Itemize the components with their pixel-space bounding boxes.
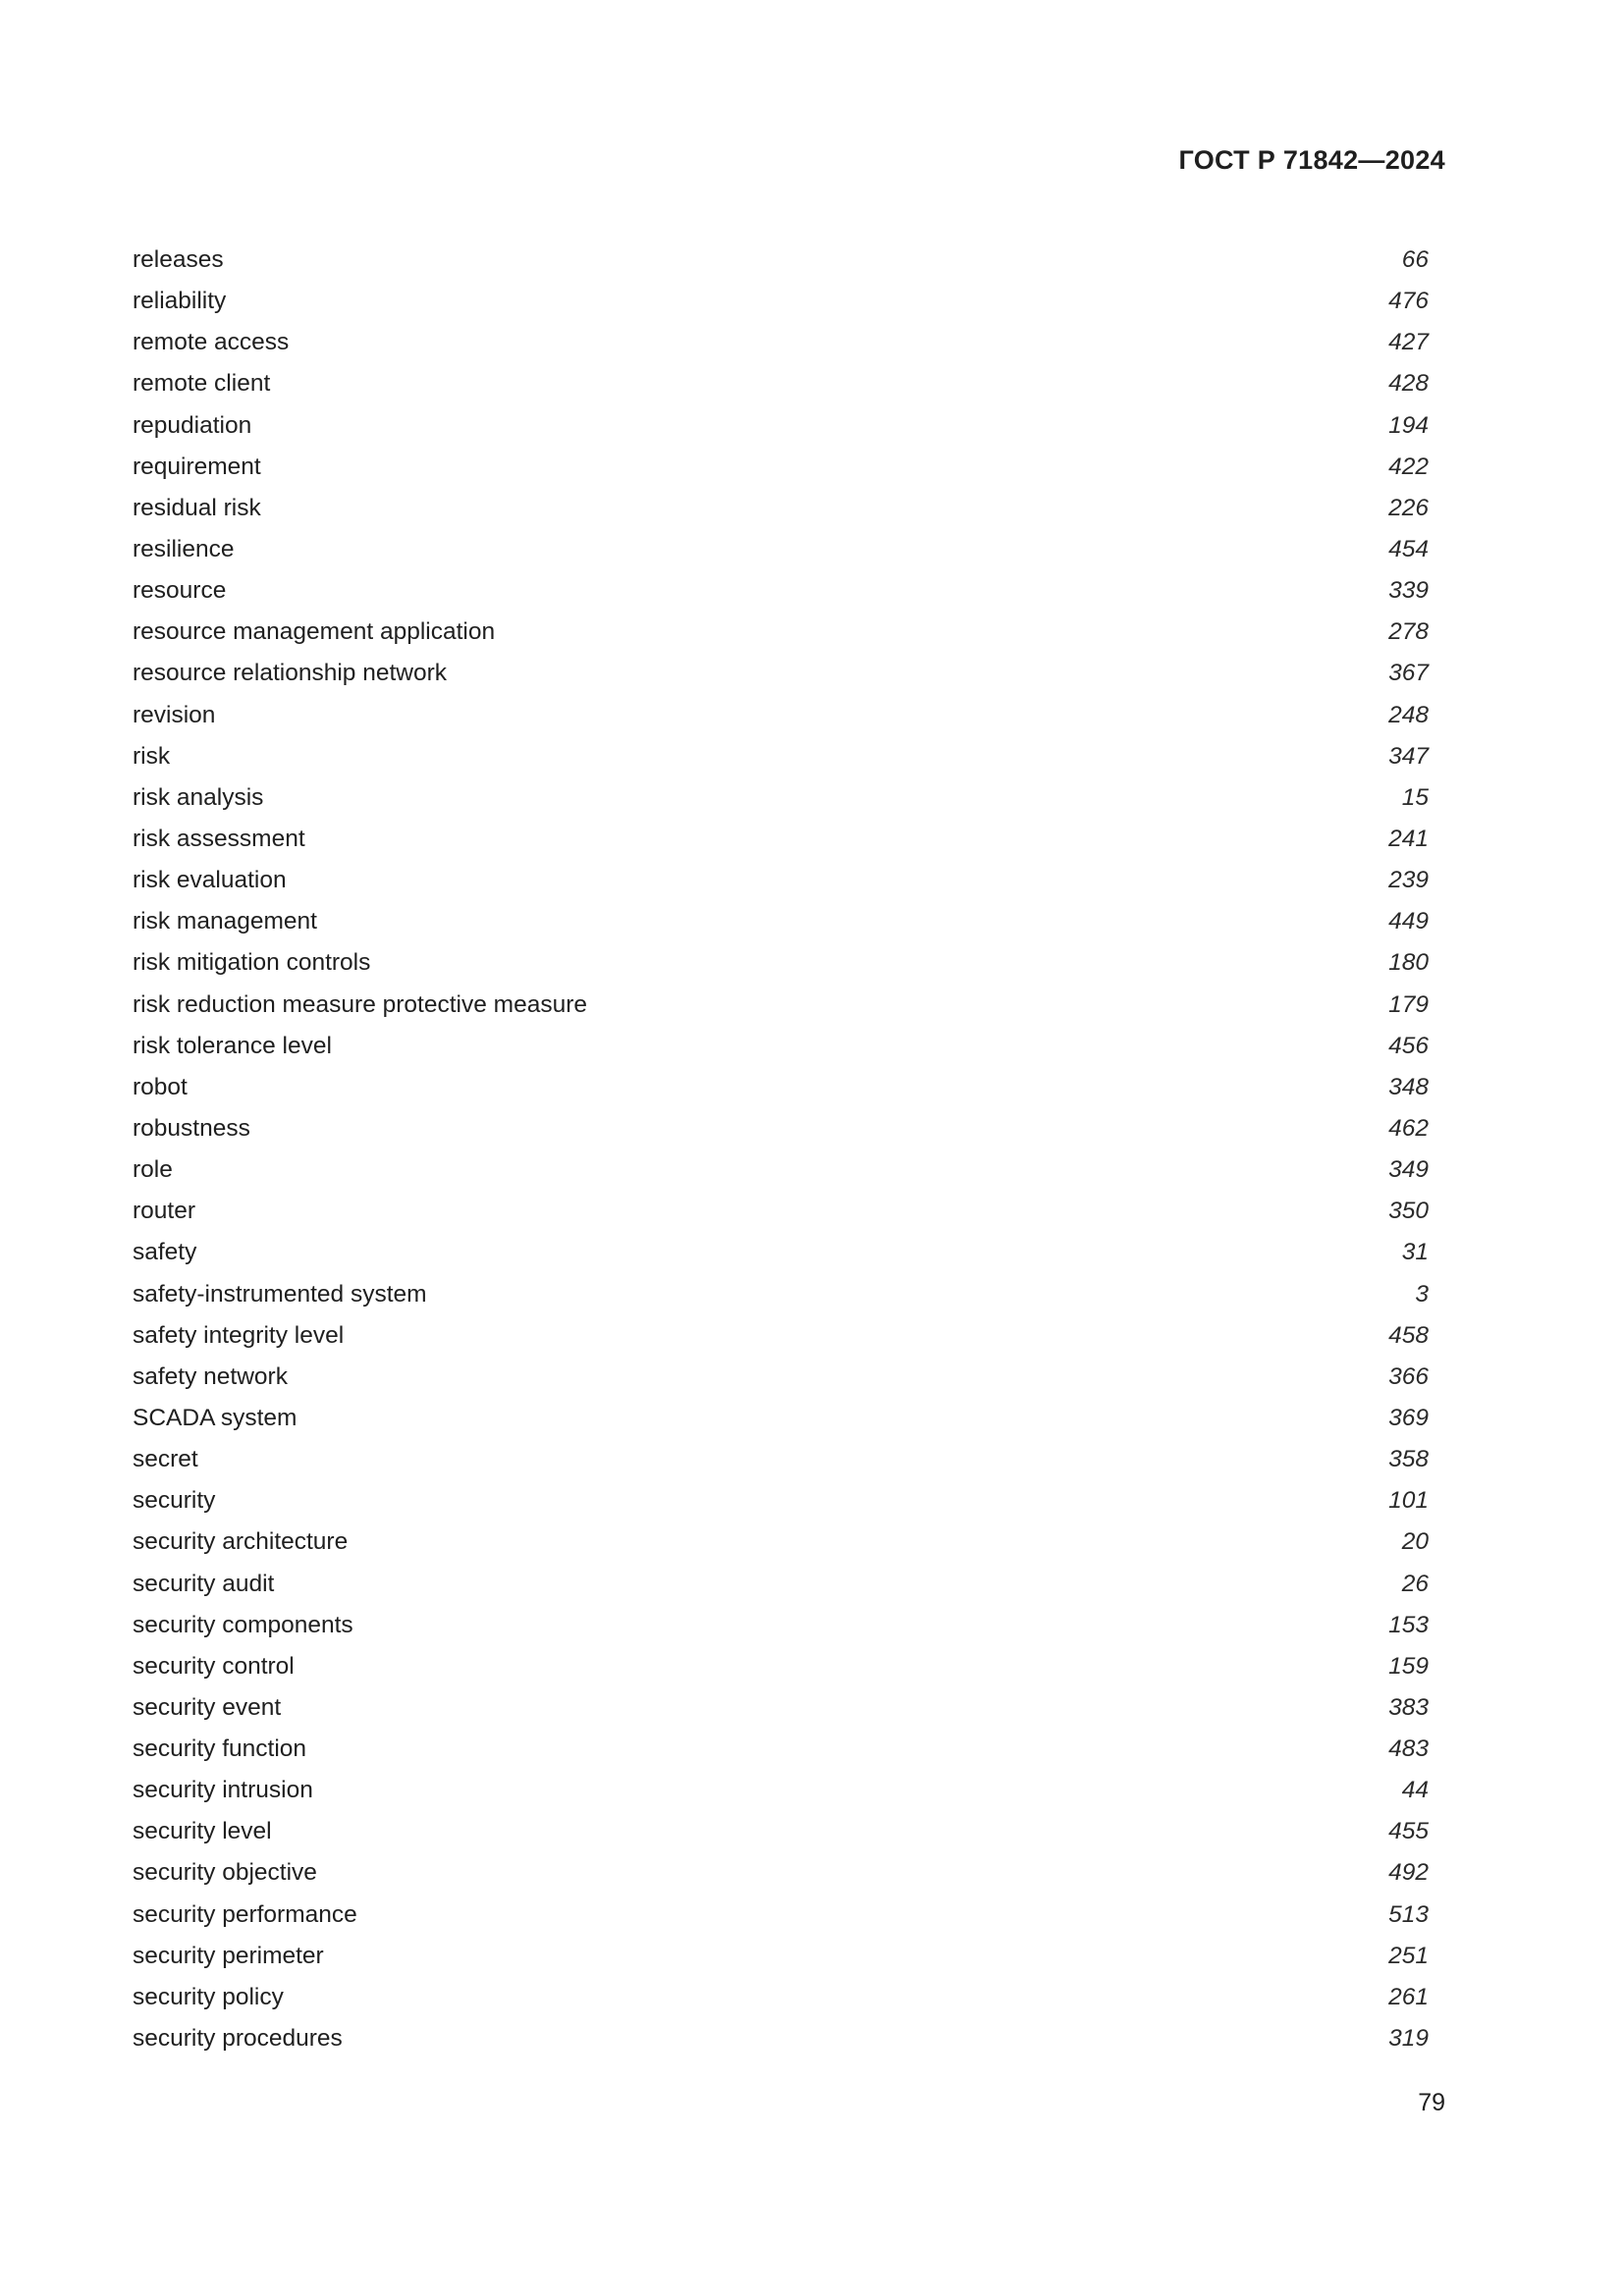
index-term: safety integrity level bbox=[133, 1321, 345, 1349]
index-term-number: 248 bbox=[1388, 701, 1429, 728]
index-term: security intrusion bbox=[133, 1777, 313, 1804]
index-entry bbox=[133, 281, 1429, 322]
index-term-number: 456 bbox=[1388, 1032, 1429, 1059]
index-term: risk assessment bbox=[133, 825, 305, 852]
index-entry bbox=[133, 1439, 1429, 1480]
index-entry bbox=[133, 1232, 1429, 1273]
index-term: security event bbox=[133, 1693, 282, 1721]
index-entry bbox=[133, 363, 1429, 404]
index-term-number: 476 bbox=[1388, 288, 1429, 315]
index-term-number: 349 bbox=[1388, 1156, 1429, 1184]
alphabetical-term-index bbox=[133, 240, 1429, 2059]
index-entry bbox=[133, 1357, 1429, 1398]
index-term: role bbox=[133, 1156, 173, 1184]
index-entry bbox=[133, 1026, 1429, 1067]
index-term: risk tolerance level bbox=[133, 1032, 332, 1059]
index-term: releases bbox=[133, 246, 224, 273]
index-term: repudiation bbox=[133, 411, 252, 439]
index-entry bbox=[133, 1811, 1429, 1852]
index-term: security control bbox=[133, 1652, 295, 1680]
index-term-number: 339 bbox=[1388, 577, 1429, 605]
index-entry bbox=[133, 1646, 1429, 1687]
index-term: safety bbox=[133, 1239, 197, 1266]
index-term-number: 251 bbox=[1388, 1942, 1429, 1969]
index-term-number: 458 bbox=[1388, 1321, 1429, 1349]
index-term-number: 241 bbox=[1388, 825, 1429, 852]
index-term-number: 101 bbox=[1388, 1487, 1429, 1515]
index-entry bbox=[133, 1398, 1429, 1439]
index-entry bbox=[133, 819, 1429, 860]
index-term-number: 366 bbox=[1388, 1362, 1429, 1390]
index-entry bbox=[133, 1770, 1429, 1811]
index-term: security components bbox=[133, 1611, 353, 1638]
index-term-number: 31 bbox=[1401, 1239, 1429, 1266]
index-term-number: 449 bbox=[1388, 908, 1429, 935]
index-term-number: 319 bbox=[1388, 2025, 1429, 2053]
index-entry bbox=[133, 1605, 1429, 1646]
index-term: security architecture bbox=[133, 1528, 349, 1556]
index-term-number: 454 bbox=[1388, 535, 1429, 562]
index-term: resource bbox=[133, 577, 227, 605]
index-term-number: 239 bbox=[1388, 867, 1429, 894]
index-entry bbox=[133, 901, 1429, 942]
index-term-number: 347 bbox=[1388, 742, 1429, 770]
index-term: risk mitigation controls bbox=[133, 949, 371, 977]
index-term-number: 383 bbox=[1388, 1693, 1429, 1721]
index-term: risk analysis bbox=[133, 783, 264, 811]
index-term: security level bbox=[133, 1818, 272, 1845]
index-term-number: 278 bbox=[1388, 618, 1429, 646]
index-entry bbox=[133, 1564, 1429, 1605]
index-term: security function bbox=[133, 1735, 307, 1763]
index-term: secret bbox=[133, 1446, 198, 1473]
index-entry bbox=[133, 1522, 1429, 1563]
index-term-number: 3 bbox=[1415, 1280, 1429, 1308]
index-term-number: 226 bbox=[1388, 494, 1429, 521]
index-entry bbox=[133, 1895, 1429, 1936]
index-term: safety-instrumented system bbox=[133, 1280, 427, 1308]
index-term-number: 194 bbox=[1388, 411, 1429, 439]
index-term: remote access bbox=[133, 329, 290, 356]
index-term: security policy bbox=[133, 1983, 284, 2010]
index-term: risk evaluation bbox=[133, 867, 287, 894]
index-term: safety network bbox=[133, 1362, 288, 1390]
index-term: security perimeter bbox=[133, 1942, 324, 1969]
index-term: SCADA system bbox=[133, 1404, 298, 1431]
index-entry bbox=[133, 985, 1429, 1026]
index-entry bbox=[133, 2018, 1429, 2059]
index-term-number: 492 bbox=[1388, 1859, 1429, 1887]
index-term-number: 179 bbox=[1388, 990, 1429, 1018]
index-term: resource relationship network bbox=[133, 660, 448, 687]
index-term-number: 153 bbox=[1388, 1611, 1429, 1638]
index-term-number: 261 bbox=[1388, 1983, 1429, 2010]
index-term-number: 358 bbox=[1388, 1446, 1429, 1473]
index-entry bbox=[133, 1315, 1429, 1357]
index-term: resource management application bbox=[133, 618, 496, 646]
index-entry bbox=[133, 736, 1429, 777]
index-term-number: 513 bbox=[1388, 1900, 1429, 1928]
index-entry bbox=[133, 777, 1429, 819]
index-entry bbox=[133, 1729, 1429, 1770]
index-term: security bbox=[133, 1487, 216, 1515]
index-entry bbox=[133, 570, 1429, 612]
index-entry bbox=[133, 612, 1429, 653]
index-entry bbox=[133, 240, 1429, 281]
index-term-number: 369 bbox=[1388, 1404, 1429, 1431]
index-term-number: 20 bbox=[1401, 1528, 1429, 1556]
index-term: requirement bbox=[133, 453, 261, 480]
document-standard-code: ГОСТ Р 71842—2024 bbox=[1178, 145, 1445, 175]
index-term-number: 483 bbox=[1388, 1735, 1429, 1763]
index-entry bbox=[133, 1977, 1429, 2018]
index-term: router bbox=[133, 1198, 196, 1225]
index-term: robustness bbox=[133, 1114, 250, 1142]
index-entry bbox=[133, 1852, 1429, 1894]
index-term: remote client bbox=[133, 370, 271, 398]
index-entry bbox=[133, 653, 1429, 694]
index-entry bbox=[133, 942, 1429, 984]
index-term-number: 44 bbox=[1401, 1777, 1429, 1804]
index-term: risk reduction measure protective measure bbox=[133, 990, 587, 1018]
index-entry bbox=[133, 1687, 1429, 1729]
index-entry bbox=[133, 1191, 1429, 1232]
index-term-number: 427 bbox=[1388, 329, 1429, 356]
index-entry bbox=[133, 1274, 1429, 1315]
index-entry bbox=[133, 322, 1429, 363]
index-term-number: 66 bbox=[1401, 246, 1429, 273]
index-term-number: 367 bbox=[1388, 660, 1429, 687]
index-term-number: 455 bbox=[1388, 1818, 1429, 1845]
index-term: resilience bbox=[133, 535, 235, 562]
index-term: risk management bbox=[133, 908, 317, 935]
index-term-number: 15 bbox=[1401, 783, 1429, 811]
index-term: reliability bbox=[133, 288, 227, 315]
index-entry bbox=[133, 529, 1429, 570]
index-entry bbox=[133, 1480, 1429, 1522]
index-term-number: 159 bbox=[1388, 1652, 1429, 1680]
index-entry bbox=[133, 405, 1429, 447]
index-entry bbox=[133, 860, 1429, 901]
index-term: robot bbox=[133, 1073, 188, 1100]
index-entry bbox=[133, 1067, 1429, 1108]
index-term: security performance bbox=[133, 1900, 357, 1928]
index-term-number: 422 bbox=[1388, 453, 1429, 480]
index-entry bbox=[133, 695, 1429, 736]
index-entry bbox=[133, 1149, 1429, 1191]
index-term-number: 350 bbox=[1388, 1198, 1429, 1225]
index-term: residual risk bbox=[133, 494, 261, 521]
index-term-number: 180 bbox=[1388, 949, 1429, 977]
index-term: risk bbox=[133, 742, 171, 770]
index-term: security objective bbox=[133, 1859, 317, 1887]
index-term: security procedures bbox=[133, 2025, 343, 2053]
index-term-number: 348 bbox=[1388, 1073, 1429, 1100]
page-number: 79 bbox=[1418, 2089, 1445, 2116]
index-term-number: 26 bbox=[1401, 1570, 1429, 1597]
index-entry bbox=[133, 1108, 1429, 1149]
index-entry bbox=[133, 1936, 1429, 1977]
index-term-number: 428 bbox=[1388, 370, 1429, 398]
index-entry bbox=[133, 488, 1429, 529]
index-term: revision bbox=[133, 701, 216, 728]
index-entry bbox=[133, 447, 1429, 488]
index-term-number: 462 bbox=[1388, 1114, 1429, 1142]
index-term: security audit bbox=[133, 1570, 275, 1597]
